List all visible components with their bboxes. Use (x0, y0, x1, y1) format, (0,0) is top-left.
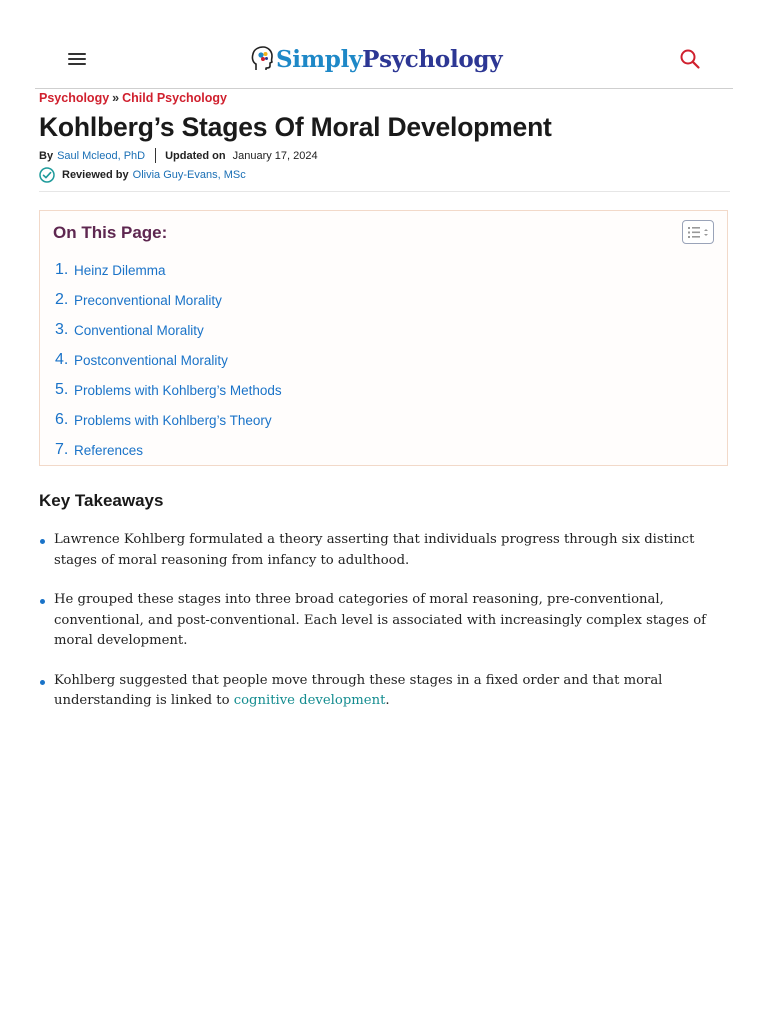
key-takeaways-title: Key Takeaways (39, 491, 164, 510)
breadcrumb-separator: » (112, 91, 120, 105)
updated-label: Updated on (165, 149, 226, 162)
takeaway-item (39, 590, 729, 652)
toc-item (55, 375, 282, 405)
breadcrumb-psychology[interactable]: Psychology (39, 91, 110, 105)
toc-item-number: 5. (55, 381, 69, 398)
takeaway-text: Kohlberg suggested that people move through these stages in a fixed order and that moral understanding is linked to (54, 672, 663, 708)
takeaway-item (39, 671, 729, 712)
breadcrumb (39, 91, 227, 105)
site-logo[interactable] (250, 44, 502, 74)
article-byline (39, 148, 318, 163)
bullet-icon (40, 599, 45, 604)
toc-item-number: 1. (55, 261, 69, 278)
bullet-icon (40, 539, 45, 544)
site-header (35, 28, 733, 89)
toc-toggle-button[interactable] (682, 220, 714, 244)
hamburger-menu-icon[interactable] (68, 53, 86, 67)
takeaway-text: He grouped these stages into three broad categories of moral reasoning, pre-conventional, conventional, and post-conventional. Each level is associated with increasingly complex stages of moral development. (54, 592, 707, 648)
toc-item (55, 285, 282, 315)
verified-check-icon (39, 167, 55, 183)
toc-link-problems-methods[interactable]: Problems with Kohlberg’s Methods (74, 382, 282, 398)
logo-text-simply: Simply (276, 45, 363, 73)
page-title: Kohlberg’s Stages Of Moral Development (39, 112, 552, 142)
bullet-icon (40, 680, 45, 685)
logo-text-psychology: Psychology (362, 45, 503, 73)
toc-item-number: 7. (55, 441, 69, 458)
reviewer-link[interactable]: Olivia Guy-Evans, MSc (132, 169, 246, 181)
cognitive-development-link[interactable]: cognitive development (233, 693, 386, 708)
updated-date: January 17, 2024 (232, 149, 318, 162)
toc-item-number: 3. (55, 321, 69, 338)
search-icon[interactable] (679, 48, 701, 70)
breadcrumb-child-psychology[interactable]: Child Psychology (122, 91, 228, 105)
toc-link-conventional[interactable]: Conventional Morality (74, 322, 204, 338)
head-profile-icon (250, 46, 274, 72)
toc-item-number: 2. (55, 291, 69, 308)
byline-divider (155, 148, 156, 163)
logo-wordmark (276, 46, 502, 73)
table-of-contents (39, 210, 728, 466)
takeaway-item (39, 530, 729, 571)
header-divider (39, 191, 730, 192)
toc-item (55, 255, 282, 285)
toc-link-heinz-dilemma[interactable]: Heinz Dilemma (74, 262, 166, 278)
toc-link-postconventional[interactable]: Postconventional Morality (74, 352, 228, 368)
toc-item (55, 345, 282, 375)
reviewed-by-label: Reviewed by (62, 169, 129, 181)
author-link[interactable]: Saul Mcleod, PhD (57, 149, 146, 162)
toc-link-references[interactable]: References (74, 442, 144, 458)
by-label: By (39, 149, 54, 162)
toc-item-number: 6. (55, 411, 69, 428)
reviewed-by-line (39, 167, 246, 183)
toc-item (55, 435, 282, 465)
toc-item-number: 4. (55, 351, 69, 368)
list-toggle-icon (688, 226, 710, 239)
key-takeaways-list (39, 530, 729, 731)
takeaway-text-end: . (385, 693, 390, 708)
toc-list (55, 255, 282, 465)
toc-item (55, 315, 282, 345)
toc-link-problems-theory[interactable]: Problems with Kohlberg’s Theory (74, 412, 272, 428)
toc-link-preconventional[interactable]: Preconventional Morality (74, 292, 222, 308)
takeaway-text: Lawrence Kohlberg formulated a theory asserting that individuals progress through six distinct stages of moral reasoning from infancy to adulthood. (54, 532, 695, 568)
toc-title: On This Page: (53, 223, 168, 242)
toc-item (55, 405, 282, 435)
